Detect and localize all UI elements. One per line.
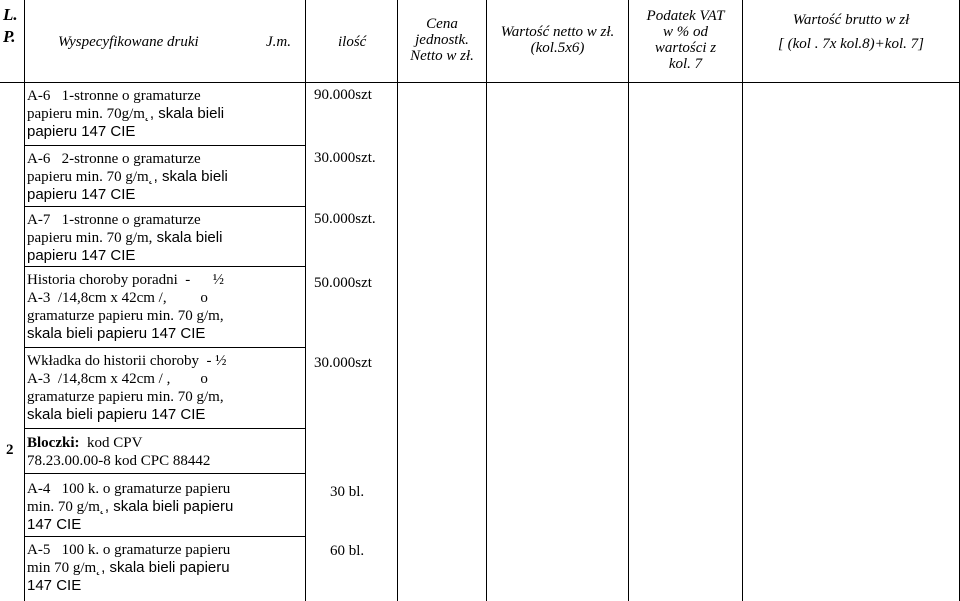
description-line xyxy=(27,123,224,141)
grid-line xyxy=(24,0,25,601)
gross-header-line: [ (kol . 7x kol.8)+kol. 7] xyxy=(778,36,924,52)
description-line xyxy=(27,150,228,168)
gross-header-line: Wartość brutto w zł xyxy=(792,12,910,28)
description-text: A-3 /14,8cm x 42cm / , o xyxy=(27,371,208,387)
row-5-description xyxy=(27,352,227,424)
description-text: gramaturze papieru min. 70 g/m, xyxy=(27,389,224,405)
description-line xyxy=(27,289,224,307)
grid-line xyxy=(486,0,487,601)
grid-line xyxy=(397,0,398,601)
section-title-line xyxy=(27,434,210,452)
description-tail: ˛, skala bieli papieru xyxy=(99,498,234,515)
description-line xyxy=(27,307,224,325)
grid-line xyxy=(24,206,305,207)
quantity-value: 60 bl. xyxy=(330,543,365,559)
grid-line xyxy=(742,0,743,601)
description-line xyxy=(27,271,224,289)
description-text: A-3 /14,8cm x 42cm /, o xyxy=(27,290,208,306)
description-line xyxy=(27,388,227,406)
description-line xyxy=(27,516,233,534)
lp-header xyxy=(3,4,18,48)
grid-line xyxy=(628,0,629,601)
quantity-value: 50.000szt. xyxy=(314,211,376,227)
quantity-value: 50.000szt xyxy=(314,275,372,291)
vat-header-line: w % od xyxy=(663,24,708,40)
description-text: A-6 2-stronne o gramaturze xyxy=(27,151,201,167)
unit-column-header: J.m. xyxy=(266,34,291,50)
price-header-line: jednostk. xyxy=(415,32,469,48)
description-line xyxy=(27,211,222,229)
description-text: skala bieli papieru 147 CIE xyxy=(27,325,206,342)
price-header-line: Netto w zł. xyxy=(410,48,474,64)
description-text: papieru 147 CIE xyxy=(27,186,136,203)
vat-header-line: Podatek VAT xyxy=(646,8,725,24)
description-text: skala bieli papieru 147 CIE xyxy=(27,406,206,423)
lp-header-l: L. xyxy=(3,5,18,24)
grid-line xyxy=(24,266,305,267)
description-line xyxy=(27,168,228,186)
section-title xyxy=(27,434,210,470)
description-line xyxy=(27,186,228,204)
gross-value-column-header xyxy=(743,8,959,56)
price-column-header xyxy=(398,16,486,64)
description-line xyxy=(27,229,222,247)
description-tail: ˛, skala bieli xyxy=(144,105,225,122)
net-value-column-header xyxy=(487,24,628,56)
description-text: A-6 1-stronne o gramaturze xyxy=(27,88,201,104)
grid-line xyxy=(305,0,306,601)
grid-line xyxy=(24,536,305,537)
description-text: Wkładka do historii choroby - ½ xyxy=(27,353,227,369)
net-header-line: Wartość netto w zł. xyxy=(500,24,615,40)
description-line xyxy=(27,480,233,498)
grid-line xyxy=(0,82,960,83)
description-line xyxy=(27,559,230,577)
items-column-header: Wyspecyfikowane druki xyxy=(58,34,199,50)
description-line xyxy=(27,406,227,424)
quantity-value: 30.000szt. xyxy=(314,150,376,166)
description-text: A-7 1-stronne o gramaturze xyxy=(27,212,201,228)
description-tail: skala bieli xyxy=(152,229,223,246)
description-text: min. 70 g/m xyxy=(27,499,100,515)
description-text: papieru min. 70 g/m xyxy=(27,169,149,185)
section-title-line2: 78.23.00.00-8 kod CPC 88442 xyxy=(27,453,211,469)
row-1-description xyxy=(27,87,224,141)
vat-column-header xyxy=(629,8,742,72)
description-text: gramaturze papieru min. 70 g/m, xyxy=(27,308,224,324)
description-text: papieru 147 CIE xyxy=(27,123,136,140)
row-2-description xyxy=(27,150,228,204)
description-text: A-5 100 k. o gramaturze papieru xyxy=(27,542,231,558)
section-title-rest: kod CPV xyxy=(79,435,143,451)
grid-line xyxy=(24,145,305,146)
vat-header-line: wartości z xyxy=(654,40,717,56)
description-text: papieru min. 70g/m xyxy=(27,106,145,122)
row-4-description xyxy=(27,271,224,343)
description-line xyxy=(27,577,230,595)
description-line xyxy=(27,352,227,370)
description-text: A-4 100 k. o gramaturze papieru xyxy=(27,481,231,497)
description-line xyxy=(27,105,224,123)
section-title-bold: Bloczki: xyxy=(27,435,80,451)
grid-line xyxy=(24,347,305,348)
quantity-value: 30.000szt xyxy=(314,355,372,371)
quantity-value: 30 bl. xyxy=(330,484,365,500)
description-text: papieru 147 CIE xyxy=(27,247,136,264)
description-tail: ˛, skala bieli papieru xyxy=(96,559,230,576)
vat-header-line: kol. 7 xyxy=(668,56,703,72)
qty-column-header: ilość xyxy=(338,34,367,50)
bloczki-2-description xyxy=(27,541,230,595)
row-3-description xyxy=(27,211,222,265)
lp-header-p: P. xyxy=(3,27,16,46)
description-tail: ˛, skala bieli xyxy=(148,168,228,185)
description-line xyxy=(27,247,222,265)
description-text: min 70 g/m xyxy=(27,560,97,576)
description-line xyxy=(27,370,227,388)
description-line xyxy=(27,325,224,343)
grid-line xyxy=(24,473,305,474)
description-text: 147 CIE xyxy=(27,516,82,533)
description-text: Historia choroby poradni - ½ xyxy=(27,272,225,288)
description-line xyxy=(27,498,233,516)
bloczki-1-description xyxy=(27,480,233,534)
description-text: papieru min. 70 g/m, xyxy=(27,230,153,246)
grid-line xyxy=(24,428,305,429)
description-text: 147 CIE xyxy=(27,577,82,594)
net-header-line: (kol.5x6) xyxy=(530,40,585,56)
section-number: 2 xyxy=(6,442,14,458)
quantity-value: 90.000szt xyxy=(314,87,372,103)
description-line xyxy=(27,87,224,105)
description-line xyxy=(27,541,230,559)
price-header-line: Cena xyxy=(426,16,458,32)
